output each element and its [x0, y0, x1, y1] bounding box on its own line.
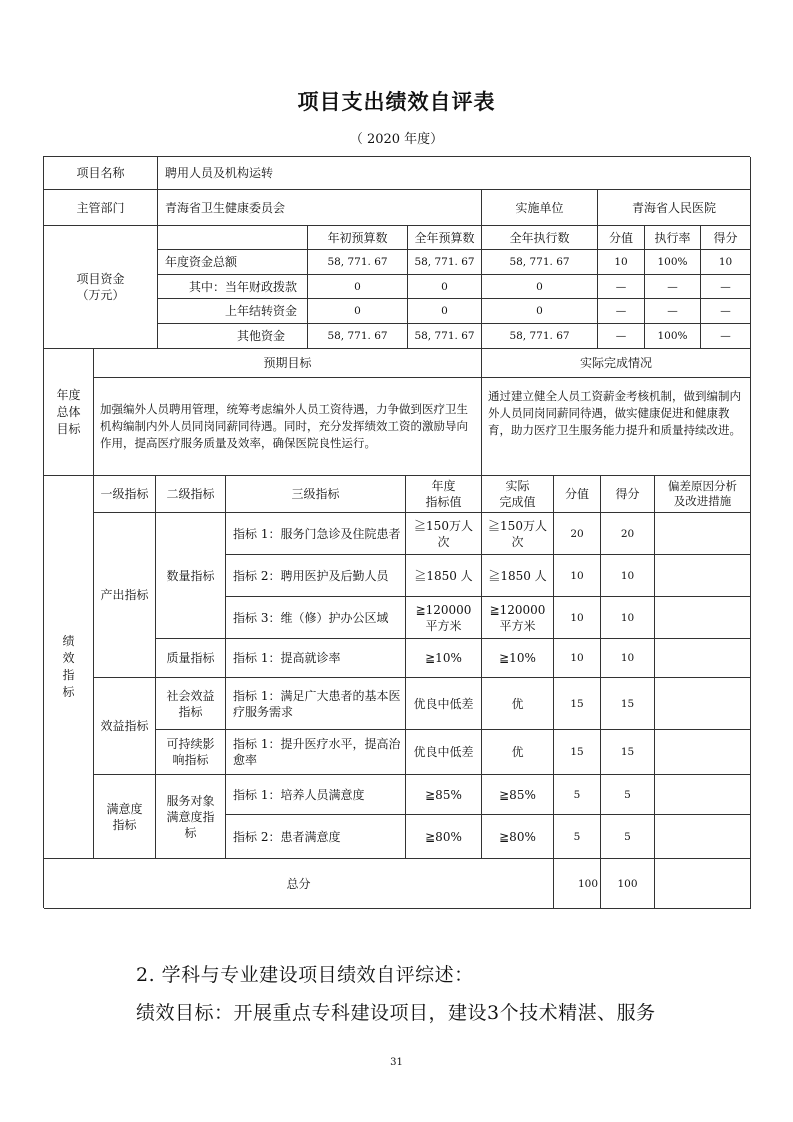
dept: 青海省卫生健康委员会: [158, 190, 482, 226]
funds-row-label: 其他资金: [158, 324, 308, 349]
indicator-points: 15: [554, 678, 601, 730]
funds-row-label: 其中：当年财政拨款: [158, 275, 308, 299]
funds-header-initial: 年初预算数: [308, 226, 408, 250]
funds-cell: 58, 771. 67: [308, 324, 408, 349]
indicator-target: ≧85%: [406, 775, 482, 815]
indicator-actual: ≧150万人 次: [482, 513, 554, 555]
indicator-name: 指标 1：培养人员满意度: [226, 775, 406, 815]
indicator-points: 10: [554, 555, 601, 597]
indicator-actual: ≧80%: [482, 815, 554, 859]
indicator-actual: ≧10%: [482, 639, 554, 678]
expected-text: 加强编外人员聘用管理，统筹考虑编外人员工资待遇，力争做到医疗卫生机构编制内外人员同岗同薪同待遇。同时，充分发挥绩效工资的激励导向作用，提高医疗服务质量及效率，确保医院良性运行。: [94, 378, 482, 476]
funds-cell: 58, 771. 67: [482, 324, 598, 349]
indicator-deviation: [655, 730, 751, 775]
indicator-deviation: [655, 555, 751, 597]
funds-cell: —: [598, 275, 645, 299]
indicator-deviation: [655, 597, 751, 639]
indicator-points: 20: [554, 513, 601, 555]
perf-header-l1: 一级指标: [94, 476, 156, 513]
indicator-score: 5: [601, 815, 655, 859]
indicator-actual: 优: [482, 730, 554, 775]
level2-quality: 质量指标: [156, 639, 226, 678]
funds-cell: 58, 771. 67: [408, 324, 482, 349]
funds-header-points: 分值: [598, 226, 645, 250]
funds-cell: 0: [308, 299, 408, 324]
indicator-points: 15: [554, 730, 601, 775]
level2-sustainable: 可持续影 响指标: [156, 730, 226, 775]
indicator-target: ≧150万人 次: [406, 513, 482, 555]
section-heading: 2. 学科与专业建设项目绩效自评综述：: [136, 964, 474, 986]
indicator-deviation: [655, 513, 751, 555]
indicator-target: 优良中低差: [406, 730, 482, 775]
document-title: 项目支出绩效自评表: [297, 89, 496, 114]
funds-cell: 0: [482, 275, 598, 299]
indicator-actual: ≧120000 平方米: [482, 597, 554, 639]
indicator-name: 指标 1：提升医疗水平，提高治愈率: [226, 730, 406, 775]
funds-cell: 100%: [645, 324, 701, 349]
indicator-score: 15: [601, 730, 655, 775]
year-label: （ 2020 年度）: [349, 132, 444, 147]
level1-output: 产出指标: [94, 513, 156, 678]
indicator-points: 10: [554, 639, 601, 678]
indicator-name: 指标 1：满足广大患者的基本医疗服务需求: [226, 678, 406, 730]
perf-header-target: 年度 指标值: [406, 476, 482, 513]
indicator-actual: 优: [482, 678, 554, 730]
funds-header-score: 得分: [701, 226, 751, 250]
funds-cell: —: [701, 324, 751, 349]
total-points: 100: [554, 859, 601, 909]
perf-header-l3: 三级指标: [226, 476, 406, 513]
funds-cell: —: [701, 299, 751, 324]
indicator-deviation: [655, 678, 751, 730]
indicator-name: 指标 2：聘用医护及后勤人员: [226, 555, 406, 597]
indicator-score: 10: [601, 555, 655, 597]
level2-quantity: 数量指标: [156, 513, 226, 639]
indicator-target: ≧80%: [406, 815, 482, 859]
funds-row-label: 年度资金总额: [158, 250, 308, 275]
indicator-points: 5: [554, 815, 601, 859]
perf-header-deviation: 偏差原因分析 及改进措施: [655, 476, 751, 513]
perf-label: 绩 效 指 标: [44, 476, 94, 859]
performance-table: [43, 156, 750, 908]
perf-header-actual: 实际 完成值: [482, 476, 554, 513]
dept-label: 主管部门: [44, 190, 158, 226]
level1-benefit: 效益指标: [94, 678, 156, 775]
perf-header-score: 得分: [601, 476, 655, 513]
impl-unit-label: 实施单位: [482, 190, 598, 226]
total-deviation: [655, 859, 751, 909]
total-score: 100: [601, 859, 655, 909]
funds-header-rate: 执行率: [645, 226, 701, 250]
indicator-actual: ≧1850 人: [482, 555, 554, 597]
level2-service-satisfaction: 服务对象 满意度指 标: [156, 775, 226, 859]
actual-header: 实际完成情况: [482, 349, 751, 378]
funds-label: 项目资金 （万元）: [44, 226, 158, 349]
indicator-target: ≧10%: [406, 639, 482, 678]
funds-cell: 0: [482, 299, 598, 324]
project-name: 聘用人员及机构运转: [158, 157, 751, 190]
total-label: 总分: [44, 859, 554, 909]
indicator-points: 5: [554, 775, 601, 815]
indicator-name: 指标 3：维（修）护办公区域: [226, 597, 406, 639]
funds-cell: —: [645, 299, 701, 324]
actual-text: 通过建立健全人员工资薪金考核机制，做到编制内外人员同岗同薪同待遇，做实健康促进和健康教育，助力医疗卫生服务能力提升和质量持续改进。: [482, 378, 751, 476]
indicator-deviation: [655, 815, 751, 859]
funds-cell: 58, 771. 67: [482, 250, 598, 275]
indicator-name: 指标 1：提高就诊率: [226, 639, 406, 678]
indicator-deviation: [655, 639, 751, 678]
funds-cell: 58, 771. 67: [408, 250, 482, 275]
indicator-target: 优良中低差: [406, 678, 482, 730]
funds-cell: 0: [308, 275, 408, 299]
goal-label: 年度 总体 目标: [44, 349, 94, 476]
indicator-actual: ≧85%: [482, 775, 554, 815]
funds-cell: —: [598, 299, 645, 324]
level2-social: 社会效益 指标: [156, 678, 226, 730]
indicator-score: 5: [601, 775, 655, 815]
perf-header-l2: 二级指标: [156, 476, 226, 513]
indicator-name: 指标 1：服务门急诊及住院患者: [226, 513, 406, 555]
funds-header-executed: 全年执行数: [482, 226, 598, 250]
indicator-target: ≧1850 人: [406, 555, 482, 597]
level1-satisfaction: 满意度 指标: [94, 775, 156, 859]
indicator-target: ≧120000 平方米: [406, 597, 482, 639]
indicator-score: 20: [601, 513, 655, 555]
indicator-name: 指标 2：患者满意度: [226, 815, 406, 859]
perf-header-points: 分值: [554, 476, 601, 513]
funds-cell: 10: [701, 250, 751, 275]
funds-header-full-year: 全年预算数: [408, 226, 482, 250]
impl-unit: 青海省人民医院: [598, 190, 751, 226]
funds-row-label: 上年结转资金: [158, 299, 308, 324]
funds-cell: 0: [408, 299, 482, 324]
expected-header: 预期目标: [94, 349, 482, 378]
indicator-points: 10: [554, 597, 601, 639]
section-text: 绩效目标：开展重点专科建设项目，建设3个技术精湛、服务: [136, 1002, 656, 1024]
indicator-score: 15: [601, 678, 655, 730]
funds-header-blank: [158, 226, 308, 250]
funds-cell: —: [645, 275, 701, 299]
indicator-score: 10: [601, 597, 655, 639]
funds-cell: 100%: [645, 250, 701, 275]
funds-cell: 0: [408, 275, 482, 299]
funds-cell: —: [598, 324, 645, 349]
indicator-deviation: [655, 775, 751, 815]
page-number: 31: [390, 1057, 403, 1068]
funds-cell: 58, 771. 67: [308, 250, 408, 275]
funds-cell: —: [701, 275, 751, 299]
funds-cell: 10: [598, 250, 645, 275]
project-name-label: 项目名称: [44, 157, 158, 190]
indicator-score: 10: [601, 639, 655, 678]
